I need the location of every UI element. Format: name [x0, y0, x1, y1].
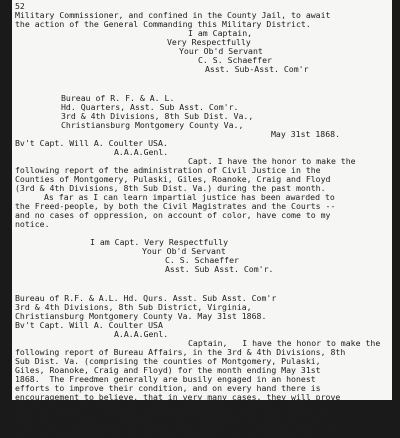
heading-line: 3rd & 4th Divisions, 8th Sub District, Virginia, [15, 302, 252, 312]
addressee: Bv't Capt. Will A. Coulter USA [15, 320, 163, 330]
body-line: 1868. The Freedmen generally are busily engaged in an honest [15, 374, 316, 384]
page-number: 52 [15, 1, 25, 11]
body-line: the action of the General Commanding this Military District. [15, 19, 311, 29]
body-line: Giles, Roanoke, Craig and Floyd) for the month ending May 31st [15, 365, 321, 375]
heading-line: Christiansburg Montgomery County Va. May 31st 1868. [15, 311, 267, 321]
body-line: Counties of Montgomery, Pulaski, Giles, Roanoke, Craig and Floyd [15, 174, 331, 184]
letter-date: May 31st 1868. [271, 129, 341, 139]
body-line: As far as I can learn impartial justice has been awarded to [44, 192, 335, 202]
signature-title: Asst. Sub Asst. Com'r. [165, 264, 274, 274]
signature-name: C. S. Schaeffer [165, 255, 239, 265]
body-line: successful in accomplishing their purposes. Quite a number [15, 401, 306, 411]
body-line: Captain, I have the honor to make the [188, 338, 381, 348]
heading-line: Hd. Quarters, Asst. Sub Asst. Com'r. [61, 102, 239, 112]
addressee: Bv't Capt. Will A. Coulter USA. [15, 138, 168, 148]
body-line: efforts to improve their condition, and on every hand there is [15, 383, 321, 393]
body-line: encouragement to believe, that in very many cases, they will prove [15, 392, 341, 402]
heading-line: 3rd & 4th Divisions, 8th Sub Dist. Va., [61, 111, 254, 121]
body-line: acts as a stimulant to do better; and also has a tendency to [15, 428, 311, 438]
closing-line: Your Ob'd Servant [179, 46, 263, 56]
body-line: not of much value, yet it gives them a spirit of independence, and [15, 419, 341, 429]
signature-title: Asst. Sub-Asst. Com'r [205, 64, 309, 74]
closing-line: I am Captain, [188, 28, 253, 38]
body-line: following report of the administration of Civil Justice in the [15, 165, 321, 175]
signature-name: C. S. Schaeffer [198, 55, 272, 65]
closing-line: Your Ob'd Servant [142, 246, 226, 256]
addressee-title: A.A.A.Genl. [114, 147, 169, 157]
body-line: notice. [15, 219, 50, 229]
body-line: Sub Dist. Va. (comprising the counties of Montgomery, Pulaski, [15, 356, 321, 366]
body-line: Military Commissioner, and confined in the County Jail, to await [15, 10, 331, 20]
body-line: and no cases of oppression, on account of color, have come to my [15, 210, 331, 220]
body-line: following report of Bureau Affairs, in the 3rd & 4th Divisions, 8th [15, 347, 346, 357]
body-line: Capt. I have the honor to make the [188, 156, 356, 166]
closing-line: Very Respectfully [167, 37, 251, 47]
body-line: (3rd & 4th Divisions, 8th Sub Dist. Va.) during the past month. [15, 183, 326, 193]
heading-line: Bureau of R. F. & A. L. [61, 93, 175, 103]
closing-line: I am Capt. Very Respectfully [90, 237, 229, 247]
document-page [12, 0, 392, 438]
heading-line: Bureau of R.F. & A.L. Hd. Qurs. Asst. Sub Asst. Com'r [15, 293, 277, 303]
body-line: recently have purchased little homes of their own, and although [15, 410, 326, 420]
heading-line: Christiansburg Montgomery County Va., [61, 120, 244, 130]
addressee-title: A.A.A.Genl. [114, 329, 169, 339]
body-line: the Freed-people, by both the Civil Magistrates and the Courts -- [15, 201, 336, 211]
